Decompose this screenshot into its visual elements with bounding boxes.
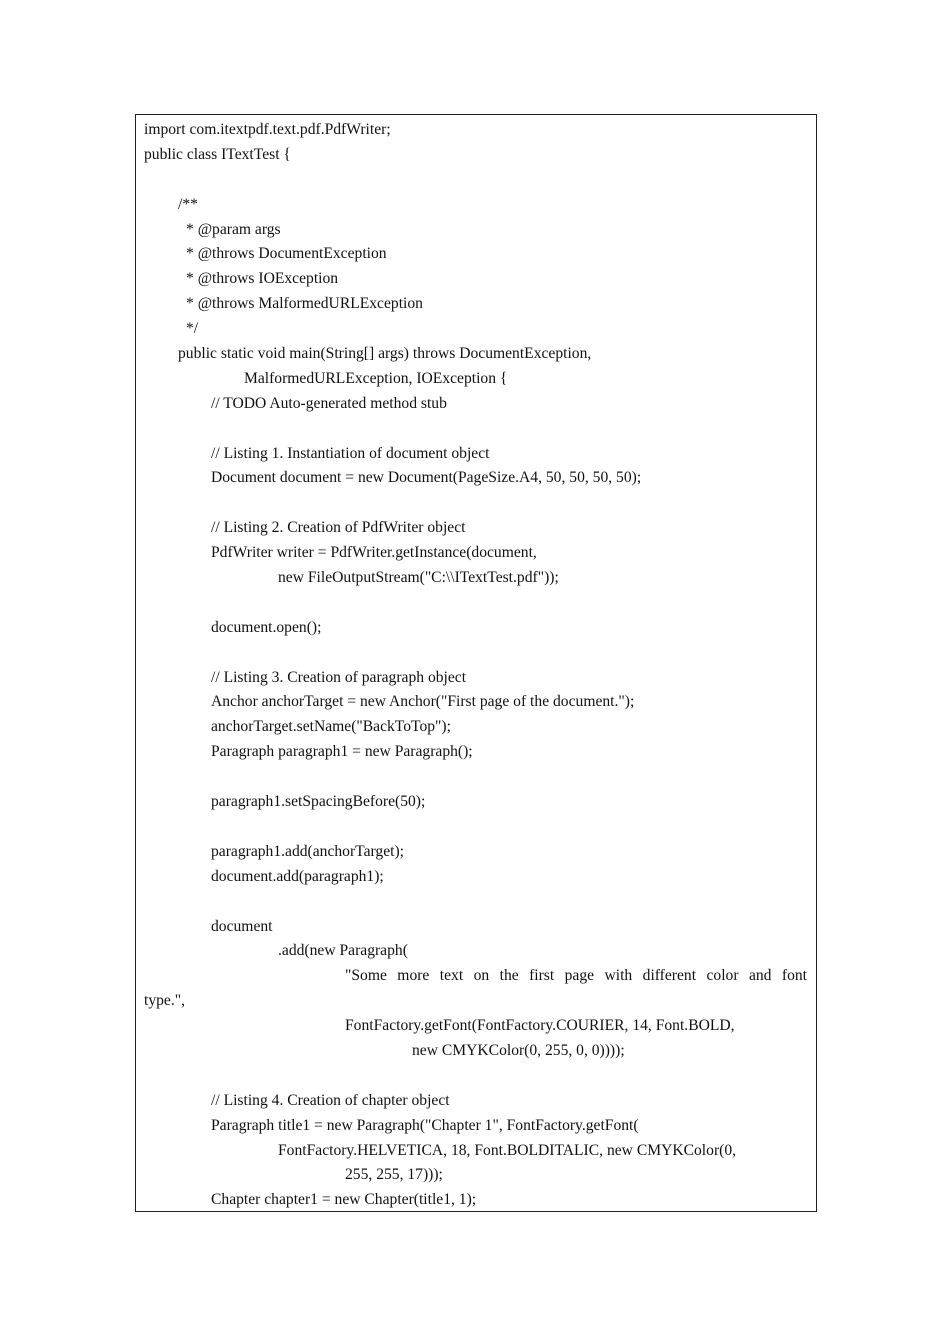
code-line bbox=[136, 417, 816, 442]
code-line: * @throws MalformedURLException bbox=[186, 295, 423, 313]
code-line bbox=[136, 641, 816, 666]
code-line: type.", bbox=[144, 992, 186, 1010]
code-line bbox=[136, 168, 816, 193]
code-line: // Listing 4. Creation of chapter object bbox=[211, 1091, 450, 1109]
code-line: public class ITextTest { bbox=[144, 145, 291, 163]
code-listing bbox=[136, 118, 816, 1212]
code-line: PdfWriter writer = PdfWriter.getInstance(document, bbox=[211, 544, 537, 562]
code-line: // Listing 1. Instantiation of document object bbox=[211, 444, 490, 462]
code-line: * @param args bbox=[186, 220, 281, 238]
code-line: Chapter chapter1 = new Chapter(title1, 1); bbox=[211, 1191, 477, 1209]
code-line: new FileOutputStream("C:\\ITextTest.pdf")); bbox=[278, 569, 559, 587]
code-line: new CMYKColor(0, 255, 0, 0)))); bbox=[412, 1041, 625, 1059]
code-line: FontFactory.HELVETICA, 18, Font.BOLDITALIC, new CMYKColor(0, bbox=[278, 1141, 737, 1159]
code-line: * @throws DocumentException bbox=[186, 245, 387, 263]
code-line: Paragraph title1 = new Paragraph("Chapter 1", FontFactory.getFont( bbox=[211, 1116, 639, 1134]
code-line: Document document = new Document(PageSize.A4, 50, 50, 50, 50); bbox=[211, 469, 642, 487]
code-line: paragraph1.add(anchorTarget); bbox=[211, 842, 405, 860]
code-line: "Some more text on the first page with different color and font bbox=[345, 967, 807, 985]
code-line bbox=[136, 815, 816, 840]
code-line bbox=[136, 890, 816, 915]
code-line: public static void main(String[] args) throws DocumentException, bbox=[178, 345, 592, 363]
code-listing-box bbox=[135, 114, 817, 1212]
code-line: // TODO Auto-generated method stub bbox=[211, 394, 447, 412]
code-line: Anchor anchorTarget = new Anchor("First page of the document."); bbox=[211, 693, 635, 711]
code-line: // Listing 2. Creation of PdfWriter object bbox=[211, 519, 466, 537]
code-line: document bbox=[211, 917, 273, 935]
code-line: import com.itextpdf.text.pdf.PdfWriter; bbox=[144, 121, 391, 138]
code-line bbox=[136, 491, 816, 516]
code-line: document.open(); bbox=[211, 618, 322, 636]
code-line bbox=[136, 765, 816, 790]
code-line: // Listing 3. Creation of paragraph object bbox=[211, 668, 467, 686]
code-line: .add(new Paragraph( bbox=[278, 942, 408, 960]
code-line bbox=[136, 591, 816, 616]
code-line: anchorTarget.setName("BackToTop"); bbox=[211, 718, 451, 736]
code-line bbox=[136, 1064, 816, 1089]
code-line: Paragraph paragraph1 = new Paragraph(); bbox=[211, 743, 473, 761]
code-line: FontFactory.getFont(FontFactory.COURIER, 14, Font.BOLD, bbox=[345, 1017, 735, 1035]
code-line: document.add(paragraph1); bbox=[211, 867, 384, 885]
code-line: /** bbox=[178, 195, 198, 213]
code-line: MalformedURLException, IOException { bbox=[244, 369, 508, 387]
code-line: * @throws IOException bbox=[186, 270, 339, 288]
code-line: 255, 255, 17))); bbox=[345, 1166, 443, 1184]
code-line: */ bbox=[186, 320, 199, 338]
code-line: paragraph1.setSpacingBefore(50); bbox=[211, 793, 426, 811]
